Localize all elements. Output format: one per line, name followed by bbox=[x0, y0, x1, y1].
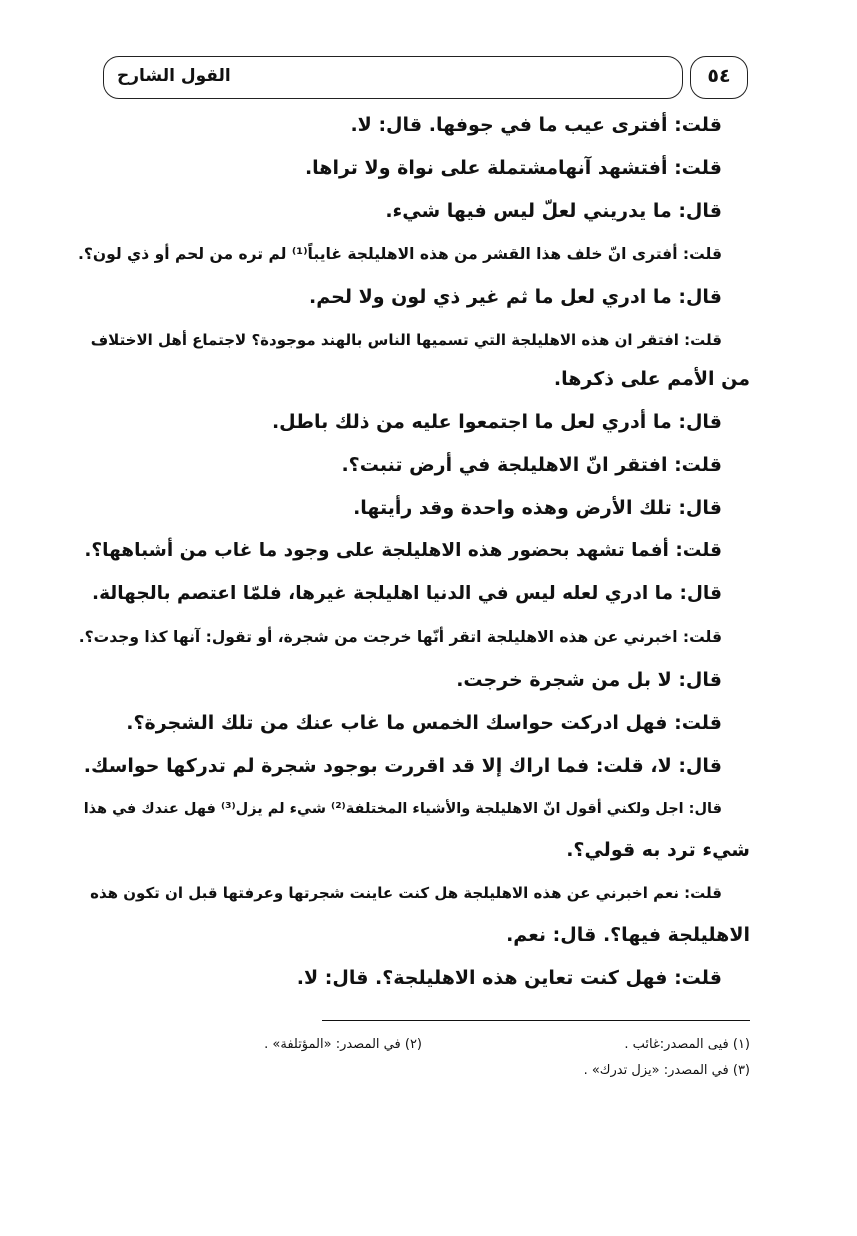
page-number: ٥٤ bbox=[707, 65, 731, 87]
text-line: قلت: أفما تشهد بحضور هذه الاهليلجة على وجود ما غاب من أشباهها؟. bbox=[84, 540, 722, 561]
text-line: قلت: أفتشهد آنهامشتملة على نواة ولا تراها. bbox=[304, 157, 722, 179]
text-line: قلت: افتقر انّ الاهليلجة في أرض تنبت؟. bbox=[341, 454, 722, 476]
running-title: القول الشارح bbox=[117, 66, 231, 86]
text-line: قال: لا، قلت: فما اراك إلا قد اقررت بوجود شجرة لم تدركها حواسك. bbox=[83, 755, 722, 777]
text-line: قال: ما يدريني لعلّ ليس فيها شيء. bbox=[385, 200, 722, 222]
text-line: قال: اجل ولكني أقول انّ الاهليلجة والأشياء المختلفة⁽²⁾ شيء لم يزل⁽³⁾ فهل عندك في هذا bbox=[83, 801, 722, 817]
text-line: شيء ترد به قولي؟. bbox=[566, 839, 750, 861]
text-line: قال: تلك الأرض وهذه واحدة وقد رأيتها. bbox=[353, 497, 722, 519]
text-line: قلت: اخبرني عن هذه الاهليلجة اتقر أنّها خرجت من شجرة، أو تقول: آنها كذا وجدت؟. bbox=[78, 628, 722, 646]
text-line: الاهليلجة فيها؟. قال: نعم. bbox=[506, 924, 750, 946]
text-line: قال: ما ادري لعل ما ثم غير ذي لون ولا لحم. bbox=[309, 286, 722, 308]
running-header bbox=[103, 56, 748, 101]
text-line: قلت: أفترى عيب ما في جوفها. قال: لا. bbox=[350, 114, 722, 136]
text-line: قال: لا بل من شجرة خرجت. bbox=[456, 669, 722, 691]
footnote-3: (٣) في المصدر: «يزل تدرك» . bbox=[583, 1063, 750, 1078]
text-line: قال: ما ادري لعله ليس في الدنيا اهليلجة غيرها، فلمّا اعتصم بالجهالة. bbox=[92, 583, 722, 604]
footnote-1: (١) فيى المصدر:غائب . bbox=[624, 1037, 750, 1052]
text-line: قلت: نعم اخبرني عن هذه الاهليلجة هل كنت عاينت شجرتها وعرفتها قبل ان تكون هذه bbox=[90, 884, 722, 902]
footnote-separator bbox=[322, 1020, 750, 1021]
text-line: قلت: فهل كنت تعاين هذه الاهليلجة؟. قال: لا. bbox=[296, 967, 722, 989]
text-line: قلت: أفترى انّ خلف هذا القشر من هذه الاهليلجة غايباً⁽¹⁾ لم تره من لحم أو ذي لون؟. bbox=[78, 245, 722, 263]
footnote-2: (٢) في المصدر: «المؤتلفة» . bbox=[264, 1037, 422, 1052]
text-line: قلت: افتقر ان هذه الاهليلجة التي تسميها الناس بالهند موجودة؟ لاجتماع أهل الاختلاف bbox=[90, 331, 722, 349]
text-line: قال: ما أدري لعل ما اجتمعوا عليه من ذلك باطل. bbox=[271, 411, 722, 433]
text-line: من الأمم على ذكرها. bbox=[553, 368, 750, 390]
text-line: قلت: فهل ادركت حواسك الخمس ما غاب عنك من تلك الشجرة؟. bbox=[126, 712, 722, 734]
